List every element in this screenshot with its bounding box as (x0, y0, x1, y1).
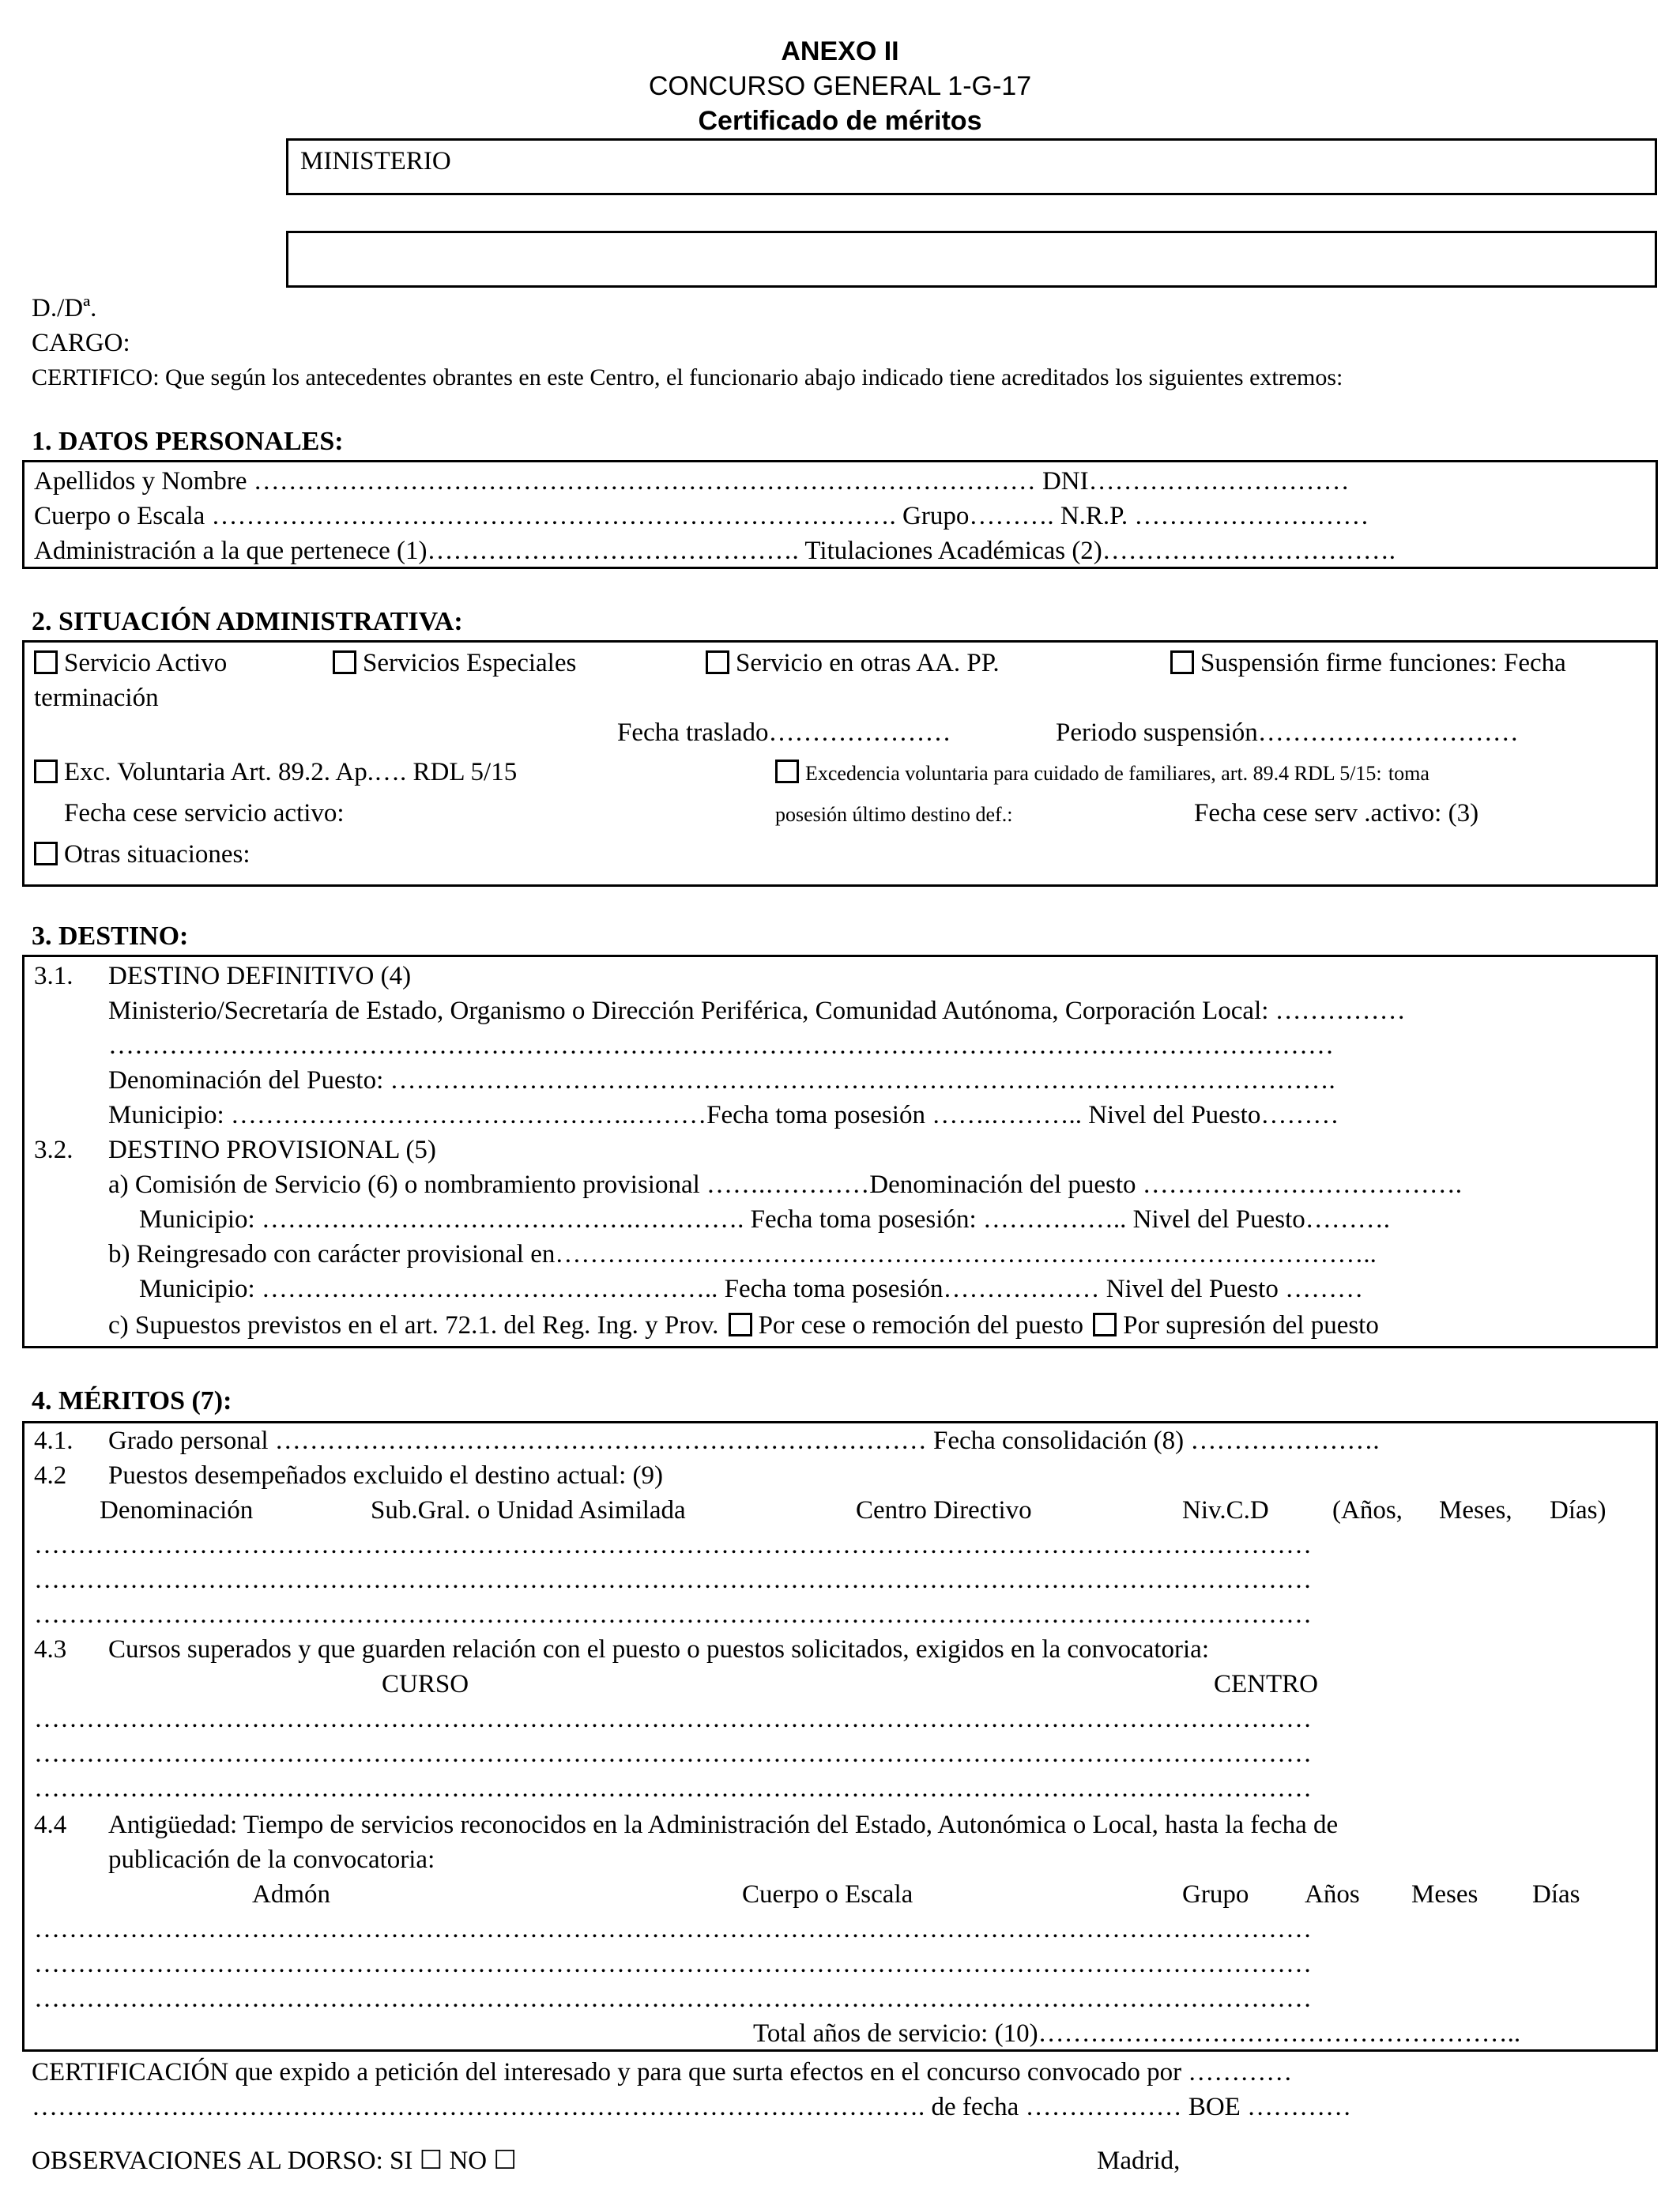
number-3-2: 3.2. (34, 1136, 73, 1164)
toma-label: toma (1388, 762, 1430, 785)
madrid-label: Madrid, (1097, 2147, 1181, 2175)
number-4-3: 4.3 (34, 1635, 67, 1664)
col-dias: Días) (1550, 1496, 1607, 1525)
section-1-title: 1. DATOS PERSONALES: (32, 427, 344, 456)
observaciones-line[interactable]: OBSERVACIONES AL DORSO: SI ☐ NO ☐ (32, 2147, 517, 2175)
col-admon: Admón (252, 1880, 330, 1909)
cuerpo-line[interactable]: Cuerpo o Escala ……………………………………………………………………. Grupo………. N.R.P. ……………………… (34, 502, 1369, 530)
section-1-box (22, 460, 1658, 569)
col-grupo: Grupo (1182, 1880, 1249, 1909)
col-curso: CURSO (382, 1670, 469, 1698)
section-3-box (22, 955, 1658, 1348)
excedencia-familiares-option[interactable] (775, 755, 1430, 791)
municipio-def-line[interactable]: Municipio: ……………………………………….………Fecha toma posesión …….……….. Nivel del Puesto……… (108, 1101, 1339, 1129)
col-anios-2: Años (1305, 1880, 1360, 1909)
destino-provisional-heading: DESTINO PROVISIONAL (5) (108, 1136, 436, 1164)
periodo-suspension-field[interactable]: Periodo suspensión………………………… (1056, 718, 1519, 747)
certificacion-line-1[interactable]: CERTIFICACIÓN que expido a petición del interesado y para que surta efectos en el concurso convocado por ………… (32, 2058, 1293, 2087)
antiguedad-line-2: publicación de la convocatoria: (108, 1845, 435, 1874)
fecha-cese-servicio-field[interactable]: Fecha cese servicio activo: (64, 799, 345, 827)
section-4-box (22, 1421, 1658, 2052)
cursos-row-2[interactable]: ………………………………………………………………………………………………………………………………… (34, 1740, 1312, 1768)
puestos-row-3[interactable]: ………………………………………………………………………………………………………………………………… (34, 1600, 1312, 1629)
supuestos-line (108, 1308, 1379, 1343)
otras-situaciones-label: Otras situaciones: (64, 840, 250, 869)
dots-line[interactable]: …………………………………………………………………………………………………………………………… (108, 1031, 1334, 1060)
servicio-activo-option[interactable] (34, 646, 227, 680)
suspension-option[interactable] (1170, 646, 1566, 680)
posesion-ultimo-label: posesión último destino def.: (775, 803, 1013, 826)
dd-label: D./Dª. (32, 294, 97, 322)
checkbox-icon[interactable] (34, 650, 58, 674)
denominacion-line[interactable]: Denominación del Puesto: ………………………………………………………………………………………………. (108, 1066, 1335, 1095)
number-3-1: 3.1. (34, 962, 73, 990)
por-cese-label: Por cese o remoción del puesto (758, 1311, 1084, 1340)
col-dias-2: Días (1532, 1880, 1580, 1909)
fecha-traslado-field[interactable]: Fecha traslado………………… (617, 718, 951, 747)
grado-line[interactable]: Grado personal ………………………………………………………………… Fecha consolidación (8) …………………. (108, 1427, 1380, 1455)
section-4-title: 4. MÉRITOS (7): (32, 1386, 232, 1416)
destino-definitivo-heading: DESTINO DEFINITIVO (4) (108, 962, 412, 990)
cursos-row-1[interactable]: ………………………………………………………………………………………………………………………………… (34, 1705, 1312, 1733)
col-meses: Meses, (1439, 1496, 1512, 1525)
number-4-4: 4.4 (34, 1811, 67, 1839)
col-centro-directivo: Centro Directivo (856, 1496, 1032, 1525)
cursos-heading: Cursos superados y que guarden relación con el puesto o puestos solicitados, exigidos en la convocatoria: (108, 1635, 1209, 1664)
ministry-box[interactable] (286, 138, 1657, 195)
administracion-line[interactable]: Administración a la que pertenece (1)……………………………………. Titulaciones Académicas (2)……………………………. (34, 537, 1396, 565)
servicios-especiales-option[interactable] (333, 646, 576, 680)
col-meses-2: Meses (1411, 1880, 1478, 1909)
checkbox-icon[interactable] (1170, 650, 1194, 674)
comision-line[interactable]: a) Comisión de Servicio (6) o nombramiento provisional …….…………Denominación del puesto ………………………………. (108, 1171, 1463, 1199)
servicio-otras-option[interactable] (706, 646, 1000, 680)
antiguedad-row-2[interactable]: ………………………………………………………………………………………………………………………………… (34, 1950, 1312, 1978)
document-title: Certificado de méritos (698, 106, 982, 136)
cursos-row-3[interactable]: ………………………………………………………………………………………………………………………………… (34, 1774, 1312, 1803)
apellidos-line[interactable]: Apellidos y Nombre ……………………………………………………………………………… DNI………………………… (34, 467, 1350, 496)
puestos-row-2[interactable]: ………………………………………………………………………………………………………………………………… (34, 1566, 1312, 1594)
col-cuerpo: Cuerpo o Escala (742, 1880, 913, 1909)
reingresado-line[interactable]: b) Reingresado con carácter provisional en………………………………………………………………………………….. (108, 1240, 1377, 1269)
antiguedad-row-1[interactable]: ………………………………………………………………………………………………………………………………… (34, 1915, 1312, 1943)
puestos-heading: Puestos desempeñados excluido el destino actual: (9) (108, 1461, 663, 1490)
contest-title: CONCURSO GENERAL 1-G-17 (648, 71, 1032, 101)
section-2-box (22, 640, 1658, 887)
antiguedad-line-1: Antigüedad: Tiempo de servicios reconocidos en la Administración del Estado, Autonómica o Local, hasta la fecha de (108, 1811, 1339, 1839)
suspension-label: Suspensión firme funciones: Fecha (1200, 649, 1566, 677)
col-anios: (Años, (1332, 1496, 1403, 1525)
supuestos-label: c) Supuestos previstos en el art. 72.1. del Reg. Ing. y Prov. (108, 1311, 719, 1340)
total-line[interactable]: Total años de servicio: (10)……………………………………………….. (753, 2019, 1521, 2048)
col-centro: CENTRO (1214, 1670, 1318, 1698)
por-supresion-label: Por supresión del puesto (1123, 1311, 1379, 1340)
servicios-especiales-label: Servicios Especiales (363, 649, 577, 677)
col-denominacion: Denominación (100, 1496, 254, 1525)
section-2-title: 2. SITUACIÓN ADMINISTRATIVA: (32, 607, 463, 636)
checkbox-icon[interactable] (34, 842, 58, 865)
number-4-2: 4.2 (34, 1461, 67, 1490)
ministry-label: MINISTERIO (300, 147, 451, 175)
fecha-cese-serv-activo-field[interactable]: Fecha cese serv .activo: (3) (1194, 799, 1479, 827)
certificacion-line-2[interactable]: …………………………………………………………………………………………. de fecha ……………… BOE ………… (32, 2093, 1352, 2121)
puestos-row-1[interactable]: ………………………………………………………………………………………………………………………………… (34, 1531, 1312, 1559)
ministerio-line[interactable]: Ministerio/Secretaría de Estado, Organismo o Dirección Periférica, Comunidad Autónoma, Corporación Local: …………… (108, 997, 1406, 1025)
municipio-a-line[interactable]: Municipio: …………………………………….…………. Fecha toma posesión: …………….. Nivel del Puesto………. (139, 1205, 1391, 1234)
terminacion-label: terminación (34, 684, 159, 712)
servicio-activo-label: Servicio Activo (64, 649, 228, 677)
otras-situaciones-option[interactable] (34, 837, 250, 872)
checkbox-icon[interactable] (1093, 1313, 1117, 1336)
excedencia-familiares-label: Excedencia voluntaria para cuidado de familiares, art. 89.4 RDL 5/15: (805, 762, 1382, 785)
ministry-unit-box[interactable] (286, 231, 1657, 288)
checkbox-icon[interactable] (333, 650, 356, 674)
number-4-1: 4.1. (34, 1427, 73, 1455)
checkbox-icon[interactable] (729, 1313, 752, 1336)
checkbox-icon[interactable] (775, 760, 799, 783)
col-niv-cd: Niv.C.D (1182, 1496, 1269, 1525)
certifico-text: CERTIFICO: Que según los antecedentes obrantes en este Centro, el funcionario abajo indicado tiene acreditados los siguientes extremos: (32, 364, 1343, 390)
antiguedad-row-3[interactable]: ………………………………………………………………………………………………………………………………… (34, 1985, 1312, 2013)
checkbox-icon[interactable] (34, 760, 58, 783)
exc-voluntaria-option[interactable] (34, 755, 517, 790)
servicio-otras-label: Servicio en otras AA. PP. (736, 649, 1000, 677)
municipio-b-line[interactable]: Municipio: …………………………………………….. Fecha toma posesión……………… Nivel del Puesto ……… (139, 1275, 1364, 1303)
cargo-label: CARGO: (32, 329, 130, 357)
section-3-title: 3. DESTINO: (32, 922, 189, 951)
exc-voluntaria-label: Exc. Voluntaria Art. 89.2. Ap.…. RDL 5/15 (64, 758, 518, 786)
annex-title: ANEXO II (781, 36, 899, 66)
col-subgral: Sub.Gral. o Unidad Asimilada (371, 1496, 686, 1525)
checkbox-icon[interactable] (706, 650, 729, 674)
